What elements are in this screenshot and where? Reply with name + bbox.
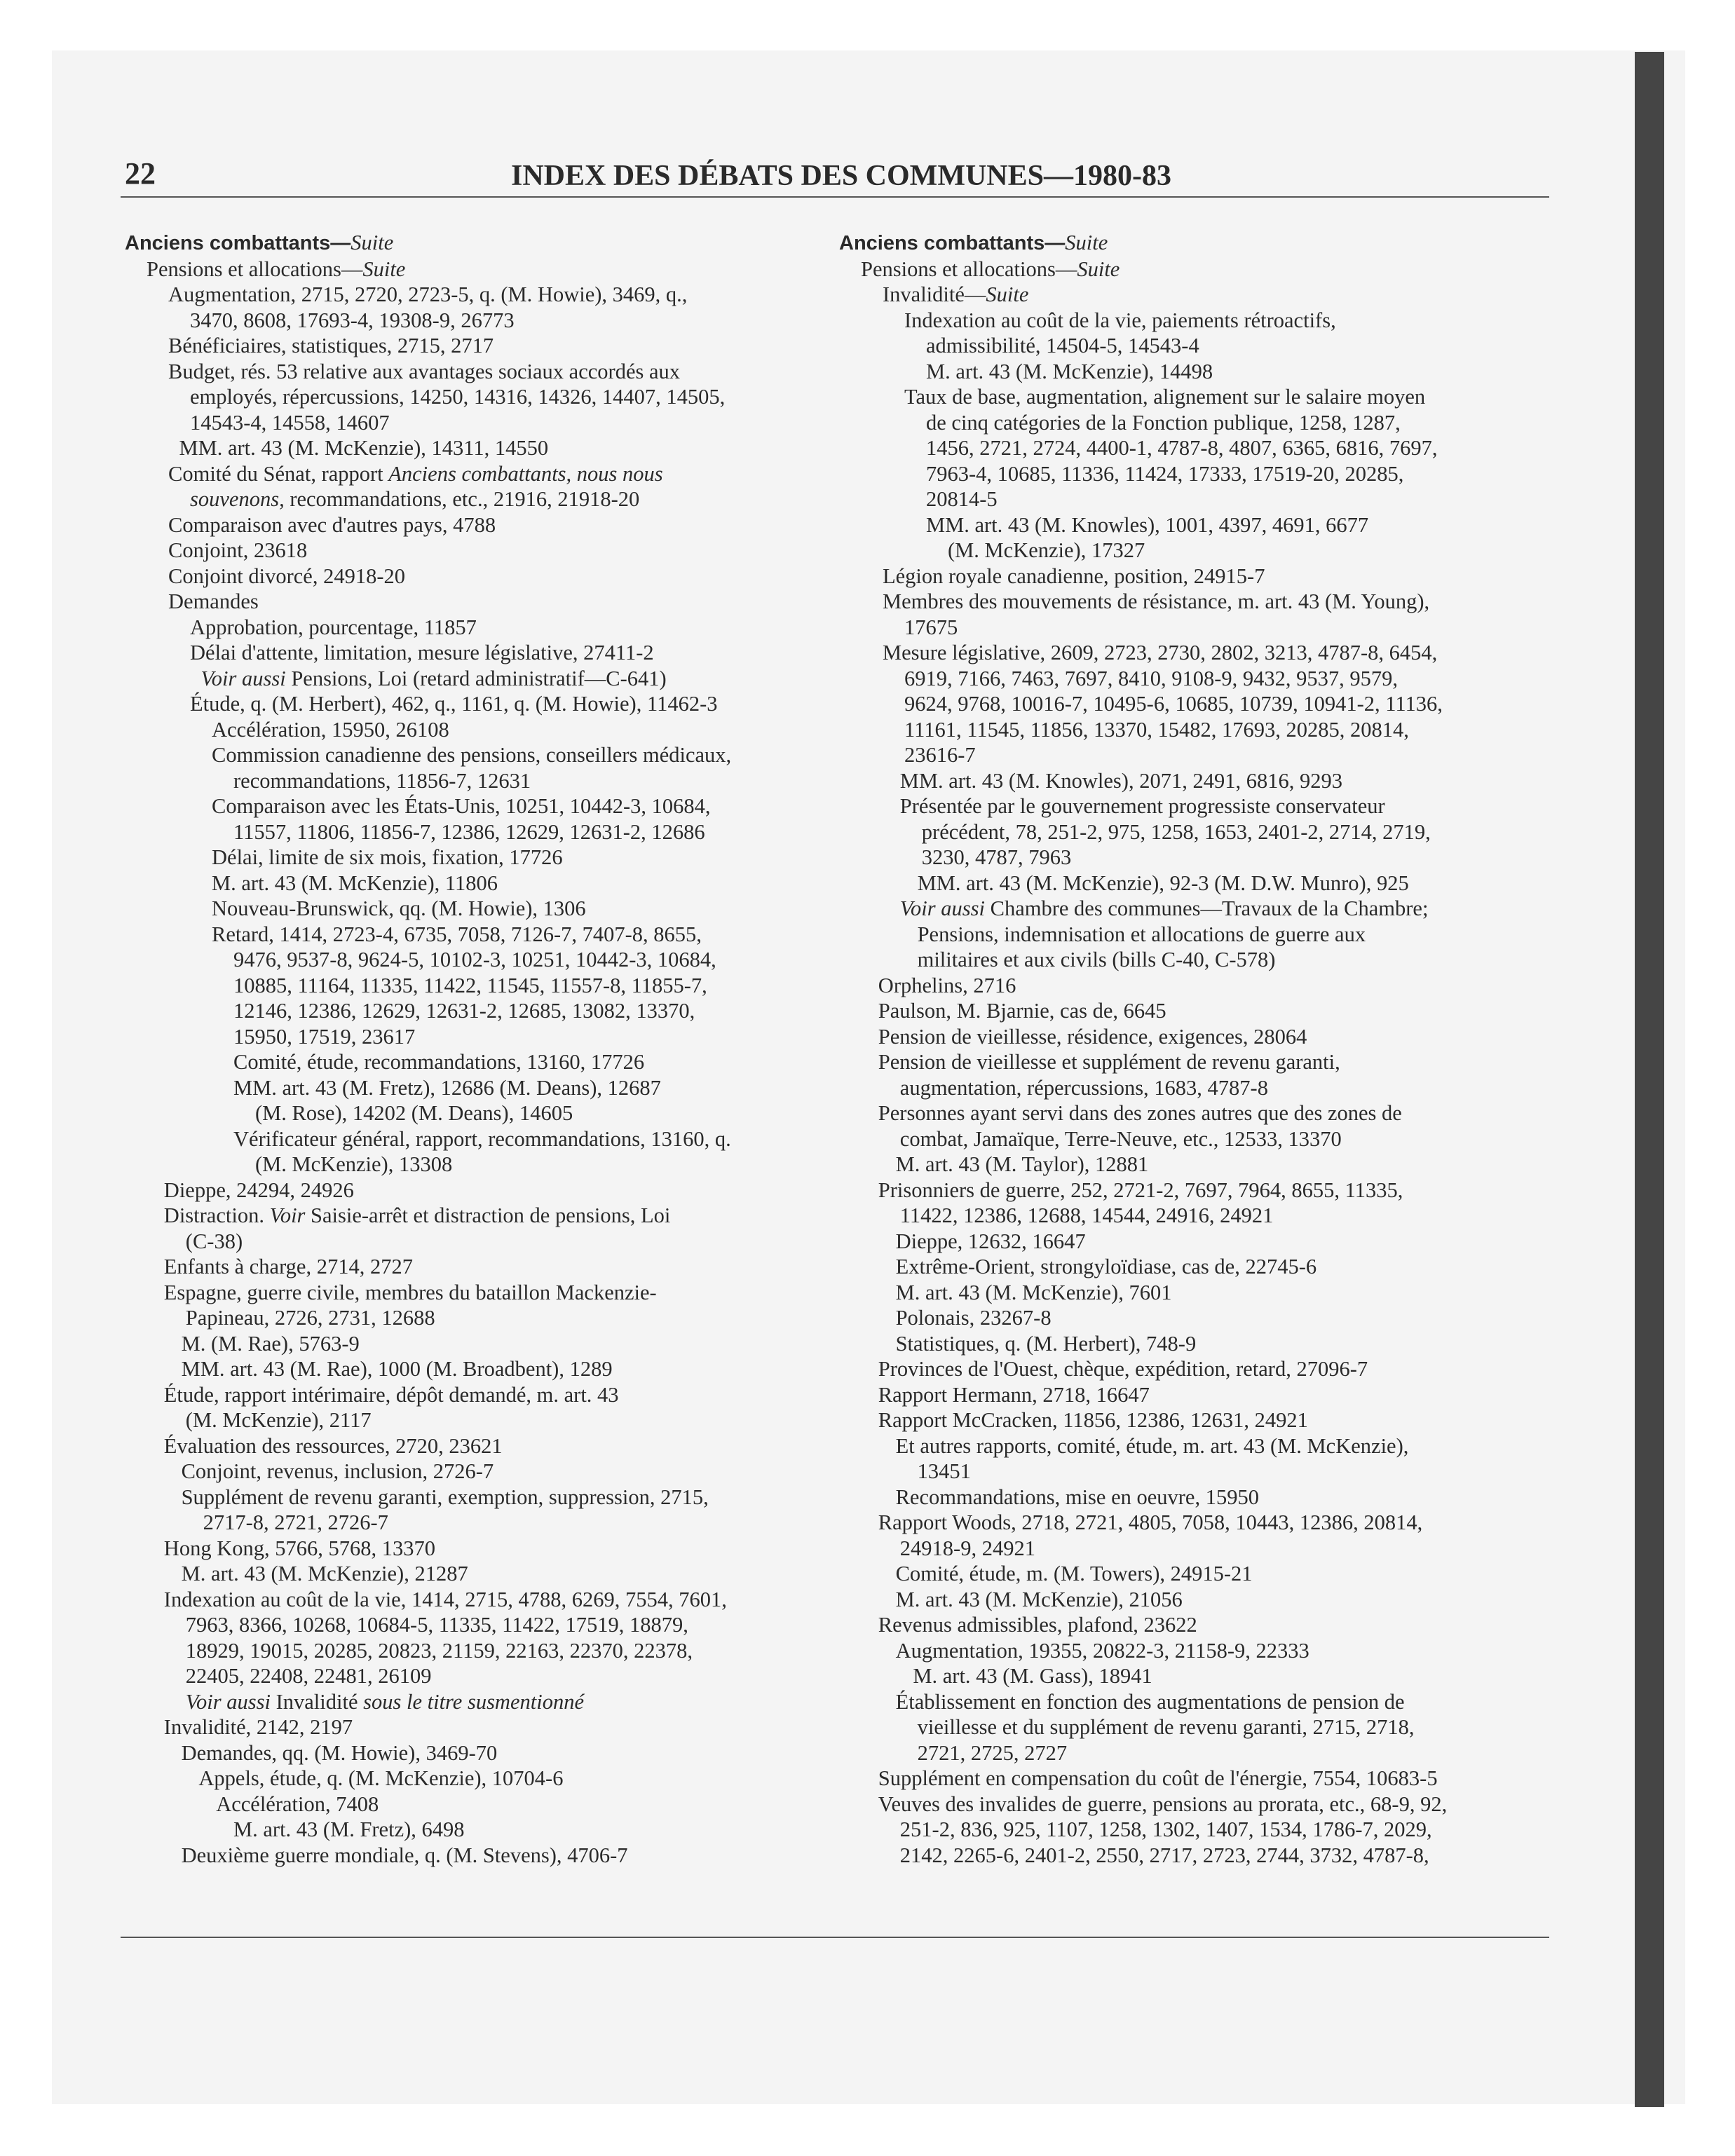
entry-text: MM. art. 43 (M. Knowles), 2071, 2491, 6816, 9293 bbox=[899, 768, 1342, 793]
index-entry bbox=[125, 538, 847, 564]
entry-text: 3470, 8608, 17693-4, 19308-9, 26773 bbox=[190, 308, 515, 332]
entry-text: M. art. 43 (M. McKenzie), 21287 bbox=[181, 1562, 468, 1585]
entry-text: MM. art. 43 (M. McKenzie), 14311, 14550 bbox=[179, 436, 549, 460]
entry-text: Demandes bbox=[168, 589, 259, 613]
index-entry bbox=[839, 1587, 1561, 1613]
entry-text: recommandations, etc., 21916, 21918-20 bbox=[284, 487, 640, 511]
index-entry bbox=[125, 435, 847, 461]
index-entry bbox=[125, 1075, 847, 1101]
index-entry bbox=[125, 1817, 847, 1843]
entry-text: Orphelins, 2716 bbox=[878, 973, 1016, 997]
entry-text: Taux de base, augmentation, alignement sur le salaire moyen bbox=[904, 385, 1426, 409]
entry-text: 2721, 2725, 2727 bbox=[917, 1740, 1068, 1765]
index-entry bbox=[125, 461, 847, 487]
entry-text: Pensions et allocations— bbox=[147, 257, 363, 281]
index-entry bbox=[125, 486, 847, 512]
entry-text: admissibilité, 14504-5, 14543-4 bbox=[926, 334, 1199, 357]
entry-text: Pension de vieillesse et supplément de revenu garanti, bbox=[878, 1050, 1340, 1074]
entry-text: MM. art. 43 (M. McKenzie), 92-3 (M. D.W. Munro), 925 bbox=[917, 871, 1409, 895]
index-entry bbox=[839, 1843, 1561, 1869]
running-header bbox=[0, 111, 1735, 192]
entry-text: Saisie-arrêt et distraction de pensions, Loi bbox=[305, 1203, 671, 1227]
entry-italic-text: Suite bbox=[1065, 231, 1108, 254]
entry-text: 7963, 8366, 10268, 10684-5, 11335, 11422, 17519, 18879, bbox=[185, 1613, 688, 1637]
index-entry bbox=[839, 1663, 1561, 1689]
index-entry bbox=[125, 615, 847, 641]
index-entry bbox=[125, 845, 847, 871]
index-entry bbox=[125, 871, 847, 896]
entry-text: Rapport McCracken, 11856, 12386, 12631, 24921 bbox=[878, 1408, 1308, 1432]
entry-text: Polonais, 23267-8 bbox=[895, 1306, 1052, 1330]
index-entry bbox=[839, 1792, 1561, 1817]
entry-text: Évaluation des ressources, 2720, 23621 bbox=[163, 1433, 503, 1458]
entry-text: Présentée par le gouvernement progressiste conservateur bbox=[899, 794, 1385, 818]
index-entry bbox=[839, 1126, 1561, 1152]
entry-text: 6919, 7166, 7463, 7697, 8410, 9108-9, 9432, 9537, 9579, bbox=[904, 666, 1399, 690]
entry-text: (M. McKenzie), 17327 bbox=[948, 538, 1145, 562]
index-entry bbox=[125, 666, 847, 692]
entry-text: Supplément en compensation du coût de l'énergie, 7554, 10683-5 bbox=[878, 1766, 1438, 1790]
entry-text: Pensions, indemnisation et allocations de guerre aux bbox=[917, 922, 1366, 946]
index-entry bbox=[125, 257, 847, 282]
index-entry bbox=[839, 1305, 1561, 1331]
footer-rule bbox=[121, 1937, 1549, 1938]
entry-text: Provinces de l'Ouest, chèque, expédition, retard, 27096-7 bbox=[878, 1357, 1368, 1381]
index-entry bbox=[839, 691, 1561, 717]
entry-text: 1456, 2721, 2724, 4400-1, 4787-8, 4807, 6365, 6816, 7697, bbox=[926, 436, 1438, 460]
entry-italic-text: souvenons, bbox=[190, 487, 285, 511]
entry-text: Supplément de revenu garanti, exemption, suppression, 2715, bbox=[181, 1485, 709, 1509]
header-rule bbox=[121, 196, 1549, 198]
entry-text: Deuxième guerre mondiale, q. (M. Stevens), 4706-7 bbox=[181, 1843, 628, 1867]
index-entry bbox=[839, 308, 1561, 334]
entry-italic-text: Suite bbox=[362, 257, 406, 281]
index-entry bbox=[125, 1331, 847, 1357]
entry-text: M. art. 43 (M. McKenzie), 11806 bbox=[212, 871, 498, 895]
entry-text: 11557, 11806, 11856-7, 12386, 12629, 12631-2, 12686 bbox=[233, 819, 705, 844]
entry-italic-text: sous le titre susmentionné bbox=[363, 1689, 584, 1714]
entry-text: Pension de vieillesse, résidence, exigences, 28064 bbox=[878, 1024, 1307, 1049]
index-entry bbox=[839, 1152, 1561, 1178]
entry-text: 13451 bbox=[917, 1459, 971, 1483]
index-entry bbox=[125, 1433, 847, 1459]
index-entry bbox=[125, 1126, 847, 1152]
index-entry bbox=[839, 1638, 1561, 1664]
index-entry bbox=[125, 973, 847, 999]
index-entry bbox=[125, 1485, 847, 1510]
index-entry bbox=[839, 1356, 1561, 1382]
index-entry bbox=[839, 282, 1561, 308]
entry-text: Membres des mouvements de résistance, m. art. 43 (M. Young), bbox=[883, 589, 1430, 613]
entry-text: 12146, 12386, 12629, 12631-2, 12685, 13082, 13370, bbox=[233, 999, 695, 1023]
index-entry bbox=[839, 615, 1561, 641]
index-entry bbox=[839, 896, 1561, 922]
index-entry bbox=[839, 871, 1561, 896]
index-entry bbox=[125, 1689, 847, 1715]
index-entry bbox=[839, 998, 1561, 1024]
entry-italic-text: Anciens combattants, nous nous bbox=[388, 461, 663, 486]
index-entry bbox=[125, 819, 847, 845]
entry-text: 2717-8, 2721, 2726-7 bbox=[203, 1510, 388, 1534]
entry-text: Comité du Sénat, rapport bbox=[168, 461, 389, 486]
page-edge-shadow bbox=[1635, 52, 1664, 2107]
index-entry bbox=[125, 359, 847, 385]
index-entry bbox=[839, 1049, 1561, 1075]
index-entry bbox=[125, 640, 847, 666]
entry-text: (M. Rose), 14202 (M. Deans), 14605 bbox=[255, 1101, 573, 1125]
entry-text: 9624, 9768, 10016-7, 10495-6, 10685, 10739, 10941-2, 11136, bbox=[904, 692, 1443, 716]
entry-text: 11161, 11545, 11856, 13370, 15482, 17693, 20285, 20814, bbox=[904, 717, 1409, 742]
index-entry bbox=[839, 1689, 1561, 1715]
entry-text: Étude, q. (M. Herbert), 462, q., 1161, q. (M. Howie), 11462-3 bbox=[190, 692, 718, 716]
entry-text: Dieppe, 24294, 24926 bbox=[163, 1178, 354, 1202]
index-entry bbox=[125, 922, 847, 948]
index-entry bbox=[839, 1536, 1561, 1562]
entry-italic-text: Voir aussi bbox=[899, 896, 985, 920]
index-entry bbox=[839, 1561, 1561, 1587]
entry-text: Pensions, Loi (retard administratif—C-641) bbox=[285, 666, 667, 690]
index-entry bbox=[125, 589, 847, 615]
entry-text: Accélération, 7408 bbox=[216, 1792, 379, 1816]
entry-italic-text: Suite bbox=[351, 231, 394, 254]
index-entry bbox=[839, 512, 1561, 538]
entry-text: de cinq catégories de la Fonction publique, 1258, 1287, bbox=[926, 410, 1401, 435]
index-entry bbox=[125, 1280, 847, 1306]
index-entry bbox=[839, 1740, 1561, 1766]
entry-text: Papineau, 2726, 2731, 12688 bbox=[185, 1306, 435, 1330]
entry-text: augmentation, répercussions, 1683, 4787-8 bbox=[899, 1075, 1268, 1100]
index-entry bbox=[839, 742, 1561, 768]
index-entry bbox=[839, 793, 1561, 819]
index-entry bbox=[839, 1510, 1561, 1536]
entry-text: Distraction. bbox=[163, 1203, 270, 1227]
entry-text: 11422, 12386, 12688, 14544, 24916, 24921 bbox=[899, 1203, 1274, 1227]
index-entry bbox=[125, 768, 847, 794]
index-entry bbox=[125, 717, 847, 743]
index-entry bbox=[839, 1254, 1561, 1280]
entry-text: 24918-9, 24921 bbox=[899, 1536, 1035, 1560]
index-entry bbox=[839, 1459, 1561, 1485]
entry-text: Appels, étude, q. (M. McKenzie), 10704-6 bbox=[198, 1766, 564, 1790]
page-title: INDEX DES DÉBATS DES COMMUNES—1980-83 bbox=[510, 160, 1171, 192]
index-entry bbox=[839, 973, 1561, 999]
index-entry bbox=[125, 1178, 847, 1203]
index-entry bbox=[839, 947, 1561, 973]
index-entry bbox=[839, 384, 1561, 410]
index-entry bbox=[125, 1305, 847, 1331]
index-entry bbox=[125, 1229, 847, 1255]
index-entry bbox=[125, 1152, 847, 1178]
index-entry bbox=[125, 742, 847, 768]
index-entry bbox=[125, 1254, 847, 1280]
entry-italic-text: Suite bbox=[986, 282, 1029, 306]
index-entry bbox=[839, 1714, 1561, 1740]
entry-text: vieillesse et du supplément de revenu garanti, 2715, 2718, bbox=[917, 1715, 1415, 1739]
entry-text: Revenus admissibles, plafond, 23622 bbox=[878, 1613, 1197, 1637]
index-entry bbox=[839, 333, 1561, 359]
index-entry bbox=[125, 1612, 847, 1638]
entry-text: 22405, 22408, 22481, 26109 bbox=[185, 1664, 432, 1688]
index-entry bbox=[125, 1510, 847, 1536]
entry-text: Conjoint divorcé, 24918-20 bbox=[168, 564, 406, 588]
entry-text: Comparaison avec les États-Unis, 10251, 10442-3, 10684, bbox=[212, 794, 711, 818]
entry-text: M. art. 43 (M. Fretz), 6498 bbox=[233, 1817, 465, 1841]
index-entry bbox=[839, 1485, 1561, 1510]
entry-text: M. art. 43 (M. McKenzie), 7601 bbox=[895, 1280, 1172, 1304]
index-entry bbox=[125, 410, 847, 436]
index-entry bbox=[125, 1561, 847, 1587]
entry-text: recommandations, 11856-7, 12631 bbox=[233, 768, 531, 793]
entry-text: 17675 bbox=[904, 615, 958, 639]
entry-text: Prisonniers de guerre, 252, 2721-2, 7697, 7964, 8655, 11335, bbox=[878, 1178, 1403, 1202]
index-entry bbox=[839, 717, 1561, 743]
entry-text: MM. art. 43 (M. Fretz), 12686 (M. Deans), 12687 bbox=[233, 1075, 661, 1100]
entry-text: Espagne, guerre civile, membres du bataillon Mackenzie- bbox=[163, 1280, 657, 1304]
index-entry bbox=[839, 1817, 1561, 1843]
index-entry bbox=[839, 845, 1561, 871]
entry-text: (C-38) bbox=[185, 1229, 243, 1253]
index-entry bbox=[839, 230, 1561, 257]
entry-text: (M. McKenzie), 2117 bbox=[185, 1408, 372, 1432]
entry-text: 14543-4, 14558, 14607 bbox=[190, 410, 390, 435]
entry-text: Augmentation, 2715, 2720, 2723-5, q. (M. Howie), 3469, q., bbox=[168, 282, 688, 306]
entry-text: 10885, 11164, 11335, 11422, 11545, 11557-8, 11855-7, bbox=[233, 973, 707, 997]
entry-text: 9476, 9537-8, 9624-5, 10102-3, 10251, 10442-3, 10684, bbox=[233, 948, 716, 971]
entry-text: Dieppe, 12632, 16647 bbox=[895, 1229, 1086, 1253]
entry-text: 251-2, 836, 925, 1107, 1258, 1302, 1407, 1534, 1786-7, 2029, bbox=[899, 1817, 1432, 1841]
index-entry bbox=[839, 1331, 1561, 1357]
index-entry bbox=[839, 486, 1561, 512]
entry-text: Conjoint, 23618 bbox=[168, 538, 308, 562]
entry-italic-text: Voir bbox=[269, 1203, 306, 1227]
entry-text: Augmentation, 19355, 20822-3, 21158-9, 22333 bbox=[895, 1638, 1309, 1663]
entry-text: Invalidité bbox=[270, 1689, 364, 1714]
index-entry bbox=[839, 819, 1561, 845]
entry-text: Étude, rapport intérimaire, dépôt demandé, m. art. 43 bbox=[163, 1382, 619, 1407]
entry-text: Pensions et allocations— bbox=[861, 257, 1077, 281]
entry-text: Délai d'attente, limitation, mesure législative, 27411-2 bbox=[190, 641, 654, 664]
entry-text: Budget, rés. 53 relative aux avantages sociaux accordés aux bbox=[168, 359, 681, 383]
entry-text: Anciens combattants— bbox=[839, 232, 1066, 254]
index-entry bbox=[125, 1766, 847, 1792]
index-entry bbox=[839, 1178, 1561, 1203]
entry-text: Hong Kong, 5766, 5768, 13370 bbox=[163, 1536, 435, 1560]
index-entry bbox=[125, 1356, 847, 1382]
index-entry bbox=[839, 1407, 1561, 1433]
entry-text: M. art. 43 (M. Gass), 18941 bbox=[913, 1664, 1152, 1688]
index-entry bbox=[839, 1612, 1561, 1638]
entry-text: précédent, 78, 251-2, 975, 1258, 1653, 2401-2, 2714, 2719, bbox=[921, 819, 1431, 844]
index-entry bbox=[839, 768, 1561, 794]
index-entry bbox=[125, 1100, 847, 1126]
entry-text: 15950, 17519, 23617 bbox=[233, 1024, 416, 1049]
index-entry bbox=[839, 564, 1561, 589]
entry-text: Délai, limite de six mois, fixation, 17726 bbox=[212, 845, 563, 869]
entry-text: militaires et aux civils (bills C-40, C-578) bbox=[917, 948, 1276, 971]
index-entry bbox=[125, 564, 847, 589]
index-entry bbox=[125, 947, 847, 973]
entry-text: Veuves des invalides de guerre, pensions au prorata, etc., 68-9, 92, bbox=[878, 1792, 1448, 1816]
entry-text: Bénéficiaires, statistiques, 2715, 2717 bbox=[168, 334, 494, 357]
entry-text: Vérificateur général, rapport, recommandations, 13160, q. bbox=[233, 1126, 731, 1151]
entry-text: Comparaison avec d'autres pays, 4788 bbox=[168, 512, 496, 537]
entry-text: 20814-5 bbox=[926, 487, 998, 511]
entry-text: Indexation au coût de la vie, paiements rétroactifs, bbox=[904, 308, 1336, 332]
entry-text: Personnes ayant servi dans des zones autres que des zones de bbox=[878, 1101, 1402, 1125]
entry-text: Paulson, M. Bjarnie, cas de, 6645 bbox=[878, 999, 1166, 1023]
page-number: 22 bbox=[125, 156, 156, 191]
index-entry bbox=[839, 461, 1561, 487]
entry-text: Et autres rapports, comité, étude, m. art. 43 (M. McKenzie), bbox=[895, 1433, 1409, 1458]
entry-text: Approbation, pourcentage, 11857 bbox=[190, 615, 477, 639]
index-entry bbox=[125, 1792, 847, 1817]
index-entry bbox=[125, 1714, 847, 1740]
index-entry bbox=[839, 1229, 1561, 1255]
entry-text: Comité, étude, m. (M. Towers), 24915-21 bbox=[895, 1562, 1253, 1585]
index-entry bbox=[125, 691, 847, 717]
index-entry bbox=[125, 384, 847, 410]
index-entry bbox=[125, 333, 847, 359]
index-entry bbox=[125, 1407, 847, 1433]
index-entry bbox=[125, 230, 847, 257]
entry-text: MM. art. 43 (M. Knowles), 1001, 4397, 4691, 6677 bbox=[926, 512, 1369, 537]
index-entry bbox=[125, 1024, 847, 1050]
index-entry bbox=[839, 1203, 1561, 1229]
entry-text: M. art. 43 (M. Taylor), 12881 bbox=[895, 1152, 1149, 1176]
entry-text: (M. McKenzie), 13308 bbox=[255, 1152, 453, 1176]
index-entry bbox=[125, 1536, 847, 1562]
index-entry bbox=[125, 1382, 847, 1408]
index-entry bbox=[125, 1638, 847, 1664]
entry-text: 18929, 19015, 20285, 20823, 21159, 22163, 22370, 22378, bbox=[185, 1638, 693, 1663]
entry-text: M. art. 43 (M. McKenzie), 21056 bbox=[895, 1587, 1183, 1611]
entry-text: Rapport Hermann, 2718, 16647 bbox=[878, 1382, 1150, 1407]
index-entry bbox=[125, 1587, 847, 1613]
entry-italic-text: Voir aussi bbox=[200, 666, 286, 690]
entry-text: Conjoint, revenus, inclusion, 2726-7 bbox=[181, 1459, 494, 1483]
index-entry bbox=[839, 538, 1561, 564]
entry-text: 2142, 2265-6, 2401-2, 2550, 2717, 2723, 2744, 3732, 4787-8, bbox=[899, 1843, 1429, 1867]
index-entry bbox=[125, 308, 847, 334]
entry-text: Chambre des communes—Travaux de la Chambre; bbox=[984, 896, 1429, 920]
index-entry bbox=[839, 1433, 1561, 1459]
entry-text: M. (M. Rae), 5763-9 bbox=[181, 1331, 360, 1356]
index-entry bbox=[125, 1740, 847, 1766]
index-entry bbox=[125, 793, 847, 819]
entry-text: Légion royale canadienne, position, 24915-7 bbox=[883, 564, 1265, 588]
entry-text: Demandes, qq. (M. Howie), 3469-70 bbox=[181, 1740, 498, 1765]
entry-text: Indexation au coût de la vie, 1414, 2715, 4788, 6269, 7554, 7601, bbox=[163, 1587, 727, 1611]
entry-text: employés, répercussions, 14250, 14316, 14326, 14407, 14505, bbox=[190, 385, 726, 409]
index-entry bbox=[125, 1049, 847, 1075]
entry-text: Anciens combattants— bbox=[125, 232, 351, 254]
entry-text: Nouveau-Brunswick, qq. (M. Howie), 1306 bbox=[212, 896, 586, 920]
index-entry bbox=[125, 512, 847, 538]
entry-text: Établissement en fonction des augmentations de pension de bbox=[895, 1689, 1405, 1714]
index-entry bbox=[839, 666, 1561, 692]
entry-text: Commission canadienne des pensions, conseillers médicaux, bbox=[212, 743, 732, 767]
entry-text: Rapport Woods, 2718, 2721, 4805, 7058, 10443, 12386, 20814, bbox=[878, 1510, 1423, 1534]
left-column bbox=[125, 230, 847, 1868]
entry-italic-text: Voir aussi bbox=[185, 1689, 271, 1714]
index-entry bbox=[125, 1203, 847, 1229]
entry-text: Mesure législative, 2609, 2723, 2730, 2802, 3213, 4787-8, 6454, bbox=[883, 641, 1438, 664]
entry-text: 23616-7 bbox=[904, 743, 976, 767]
right-column bbox=[839, 230, 1561, 1868]
index-entry bbox=[839, 435, 1561, 461]
entry-text: Extrême-Orient, strongyloïdiase, cas de, 22745-6 bbox=[895, 1255, 1317, 1278]
entry-text: Retard, 1414, 2723-4, 6735, 7058, 7126-7, 7407-8, 8655, bbox=[212, 922, 702, 946]
index-entry bbox=[839, 640, 1561, 666]
index-entry bbox=[125, 282, 847, 308]
index-entry bbox=[839, 257, 1561, 282]
index-entry bbox=[839, 1382, 1561, 1408]
entry-text: 3230, 4787, 7963 bbox=[921, 845, 1072, 869]
entry-text: combat, Jamaïque, Terre-Neuve, etc., 12533, 13370 bbox=[899, 1126, 1342, 1151]
index-entry bbox=[839, 1100, 1561, 1126]
index-entry bbox=[125, 1459, 847, 1485]
index-entry bbox=[839, 1280, 1561, 1306]
entry-italic-text: Suite bbox=[1077, 257, 1120, 281]
entry-text: MM. art. 43 (M. Rae), 1000 (M. Broadbent), 1289 bbox=[181, 1357, 613, 1381]
index-entry bbox=[125, 998, 847, 1024]
entry-text: 7963-4, 10685, 11336, 11424, 17333, 17519-20, 20285, bbox=[926, 461, 1404, 486]
entry-text: Invalidité— bbox=[883, 282, 986, 306]
entry-text: M. art. 43 (M. McKenzie), 14498 bbox=[926, 359, 1213, 383]
entry-text: Accélération, 15950, 26108 bbox=[212, 717, 449, 742]
index-entry bbox=[839, 1024, 1561, 1050]
index-entry bbox=[839, 410, 1561, 436]
index-entry bbox=[839, 359, 1561, 385]
entry-text: Comité, étude, recommandations, 13160, 17726 bbox=[233, 1050, 645, 1074]
index-entry bbox=[125, 896, 847, 922]
entry-text: Recommandations, mise en oeuvre, 15950 bbox=[895, 1485, 1259, 1509]
index-entry bbox=[839, 922, 1561, 948]
entry-text: Statistiques, q. (M. Herbert), 748-9 bbox=[895, 1331, 1197, 1356]
index-entry bbox=[125, 1663, 847, 1689]
entry-text: Enfants à charge, 2714, 2727 bbox=[163, 1255, 413, 1278]
entry-text: Invalidité, 2142, 2197 bbox=[163, 1715, 353, 1739]
index-entry bbox=[839, 1075, 1561, 1101]
index-entry bbox=[839, 1766, 1561, 1792]
index-entry bbox=[125, 1843, 847, 1869]
index-entry bbox=[839, 589, 1561, 615]
